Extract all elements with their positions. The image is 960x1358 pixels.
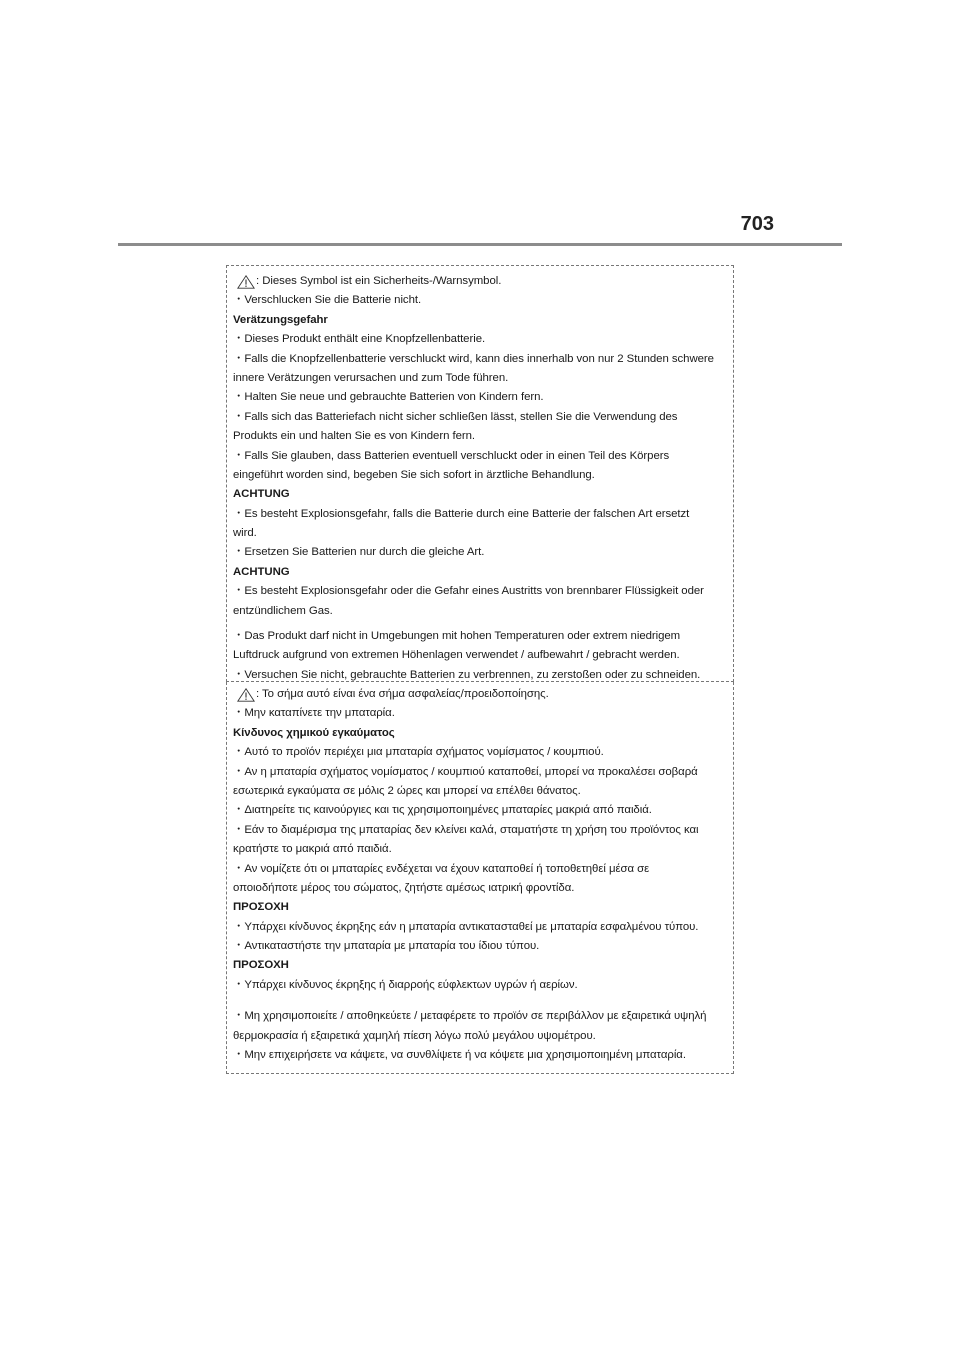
greek-lines	[233, 704, 729, 995]
text-line: ・Ersetzen Sie Batterien nur durch die gleiche Art.	[233, 546, 485, 559]
text-line: ・Falls die Knopfzellenbatterie verschluckt wird, kann dies innerhalb von nur 2 Stunden schwere	[233, 352, 714, 365]
page-number: 703	[740, 213, 774, 235]
text-line: ・Halten Sie neue und gebrauchte Batterien von Kindern fern.	[233, 391, 544, 404]
text-line: ・Αυτό το προϊόν περιέχει μια μπαταρία σχήματος νομίσματος / κουμπιού.	[233, 746, 604, 759]
section-heading: Verätzungsgefahr	[233, 313, 328, 326]
section-heading: Κίνδυνος χημικού εγκαύματος	[233, 726, 395, 739]
symbol-note-text: : Dieses Symbol ist ein Sicherheits-/Warnsymbol.	[256, 275, 502, 287]
text-line: Luftdruck aufgrund von extremen Höhenlagen verwendet / aufbewahrt / gebracht werden.	[233, 649, 680, 662]
text-line: innere Verätzungen verursachen und zum Tode führen.	[233, 371, 509, 384]
text-line: ・Αν νομίζετε ότι οι μπαταρίες ενδέχεται να έχουν καταποθεί ή τοποθετηθεί μέσα σε	[233, 862, 650, 875]
text-line: Produkts ein und halten Sie es von Kindern fern.	[233, 430, 476, 443]
section-heading: ACHTUNG	[233, 565, 290, 578]
text-line: ・Μην καταπίνετε την μπαταρία.	[233, 707, 395, 720]
german-lines	[233, 291, 729, 621]
text-line: ・Es besteht Explosionsgefahr, falls die Batterie durch eine Batterie der falschen Art ersetzt	[233, 507, 690, 520]
text-line: ・Versuchen Sie nicht, gebrauchte Batterien zu verbrennen, zu zerstoßen oder zu schneiden.	[233, 668, 701, 681]
text-line: ・Υπάρχει κίνδυνος έκρηξης εάν η μπαταρία αντικατασταθεί με μπαταρία εσφαλμένου τύπου.	[233, 920, 699, 933]
warning-triangle-icon	[237, 688, 255, 702]
text-line: κρατήστε το μακριά από παιδιά.	[233, 843, 392, 856]
text-line: ・Αντικαταστήστε την μπαταρία με μπαταρία του ίδιου τύπου.	[233, 940, 540, 953]
text-line: ・Υπάρχει κίνδυνος έκρηξης ή διαρροής εύφλεκτων υγρών ή αερίων.	[233, 978, 578, 991]
text-line: ・Διατηρείτε τις καινούργιες και τις χρησιμοποιημένες μπαταρίες μακριά από παιδιά.	[233, 804, 652, 817]
text-line: eingeführt worden sind, begeben Sie sich sofort in ärztliche Behandlung.	[233, 468, 595, 481]
symbol-note-german	[233, 272, 729, 291]
german-lines-after	[233, 627, 729, 685]
text-line: ・Falls sich das Batteriefach nicht sicher schließen lässt, stellen Sie die Verwendung des	[233, 410, 678, 423]
paragraph-gap	[233, 995, 729, 1007]
greek-lines-after	[233, 1007, 729, 1065]
symbol-note-text: : Το σήμα αυτό είναι ένα σήμα ασφαλείας/προειδοποίησης.	[256, 688, 549, 700]
text-line: εσωτερικά εγκαύματα σε μόλις 2 ώρες και μπορεί να επέλθει θάνατος.	[233, 784, 581, 797]
text-line: ・Μη χρησιμοποιείτε / αποθηκεύετε / μεταφέρετε το προϊόν σε περιβάλλον με εξαιρετικά υψηλή	[233, 1010, 707, 1023]
warning-content-greek	[233, 685, 729, 1065]
warning-content-german	[233, 272, 729, 685]
text-line: ・Μην επιχειρήσετε να κάψετε, να συνθλίψετε ή να κόψετε μια χρησιμοποιημένη μπαταρία.	[233, 1049, 686, 1062]
warning-box-german	[226, 265, 734, 682]
text-line: ・Αν η μπαταρία σχήματος νομίσματος / κουμπιού καταποθεί, μπορεί να προκαλέσει σοβαρά	[233, 765, 698, 778]
warning-triangle-icon	[237, 275, 255, 289]
warning-box-greek	[226, 682, 734, 1074]
text-line: ・Dieses Produkt enthält eine Knopfzellenbatterie.	[233, 333, 486, 346]
section-heading: ACHTUNG	[233, 488, 290, 501]
section-heading: ΠΡΟΣΟΧΗ	[233, 959, 289, 972]
symbol-note-greek	[233, 685, 729, 704]
text-line: ・Εάν το διαμέρισμα της μπαταρίας δεν κλείνει καλά, σταματήστε τη χρήση του προϊόντος και	[233, 823, 699, 836]
text-line: οποιοδήποτε μέρος του σώματος, ζητήστε αμέσως ιατρική φροντίδα.	[233, 881, 575, 894]
text-line: ・Verschlucken Sie die Batterie nicht.	[233, 294, 422, 307]
text-line: wird.	[233, 527, 257, 540]
text-line: ・Es besteht Explosionsgefahr oder die Gefahr eines Austritts von brennbarer Flüssigkeit oder	[233, 585, 704, 598]
text-line: ・Das Produkt darf nicht in Umgebungen mit hohen Temperaturen oder extrem niedrigem	[233, 630, 681, 643]
text-line: ・Falls Sie glauben, dass Batterien eventuell verschluckt oder in einen Teil des Körpers	[233, 449, 670, 462]
section-heading: ΠΡΟΣΟΧΗ	[233, 901, 289, 914]
header-rule	[118, 243, 842, 246]
text-line: θερμοκρασία ή εξαιρετικά χαμηλή πίεση λόγω πολύ μεγάλου υψομέτρου.	[233, 1029, 596, 1042]
text-line: entzündlichem Gas.	[233, 604, 333, 617]
